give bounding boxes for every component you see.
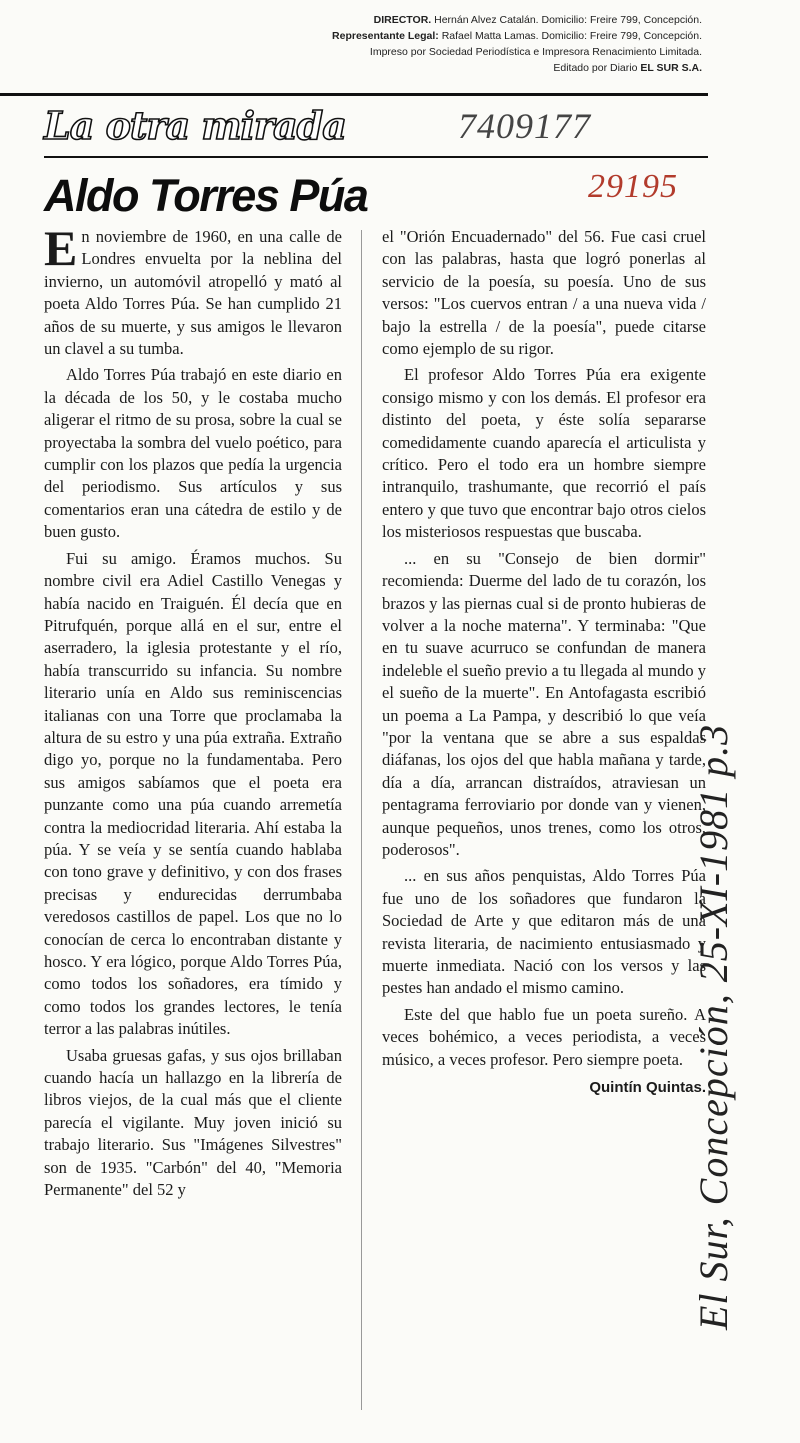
handwritten-source-note: El Sur, Concepción, 25-XI-1981 p.3 [691,723,736,1330]
article-paragraph: Este del que hablo fue un poeta sureño. A veces bohémico, a veces periodista, a veces músico, a veces profesor. Pero siempre poeta. [382,1004,706,1069]
article-paragraph: Fui su amigo. Éramos muchos. Su nombre civil era Adiel Castillo Venegas y había nacido en Traiguén. Él decía que en Pitrufquén, porque allá en el sur, entre el aserradero, la iglesia protestante y el río, había transcurrido su infancia. Su nombre literario unía en Aldo sus reminiscencias italianas con una Torre que proclamaba la altura de su estro y una púa extraña. Extraño digo yo, porque no la fundamentaba. Pero sus amigos sabíamos que el poeta era punzante como una púa cuando arremetía contra la mediocridad literaria. Ahí estaba la púa. Y se veía y se sentía cuando hablaba con tono grave y definitivo, y con dos frases precisas y endurecidas derrumbaba veredosos castillos de papel. Los que no lo conocían de cerca lo encontraban distante y hosco. Y era lógico, porque Aldo Torres Púa, como todos los soñadores, era tímido y como todos los grandes lectores, le tenía terror a las palabras inútiles. [44,548,342,1039]
article-paragraph: En noviembre de 1960, en una calle de Londres envuelta por la neblina del invierno, un automóvil atropelló y mató al poeta Aldo Torres Púa. Se han cumplido 21 años de su muerte, y sus amigos le llevaron un clavel a su tumba. [44,220,342,359]
handwritten-number: 7409177 [458,106,591,146]
article-paragraph: El profesor Aldo Torres Púa era exigente consigo mismo y con los demás. El profesor era distinto del poeta, y éste solía separarse comedidamente cuando aparecía el articulista y crítico. Pero el todo era un hombre siempre intranquilo, trashumante, que recorrió el país entero y que tuvo que encontrar bajo otros cielos los misteriosos respuestas que buscaba. [382,365,706,542]
section-title: La otra mirada [44,103,346,148]
article-column-left [44,220,342,1205]
top-rule [0,93,708,96]
article-paragraph: Aldo Torres Púa trabajó en este diario en la década de los 50, y le costaba mucho aligerar el ritmo de su prosa, sobre la cual se proyectaba la sombra del vuelo poético, para cumplir con los plazos que pedía la urgencia del periodismo. Sus artículos y sus comentarios eran una cátedra de estilo y de buen gusto. [44,365,342,542]
article-paragraph: ... en sus años penquistas, Aldo Torres Púa fue uno de los soñadores que fundaron la Sociedad de Arte y que editaron más de una revista literaria, de nacimiento entusiasmado y muerte inmediata. Nació con los versos y las pestes han andado el mismo camino. [382,866,706,998]
masthead-editor: Editado por Diario EL SUR S.A. [553,62,702,74]
article-column-right [382,226,706,1103]
masthead-director: DIRECTOR. Hernán Alvez Catalán. Domicilio: Freire 799, Concepción. [373,14,702,26]
masthead-printer: Impreso por Sociedad Periodística e Impresora Renacimiento Limitada. [369,46,702,58]
masthead-representative: Representante Legal: Rafael Matta Lamas. Domicilio: Freire 799, Concepción. [332,30,702,42]
handwritten-red-number: 29195 [588,168,678,205]
author-signature: Quintín Quintas. [589,1079,706,1097]
article-headline: Aldo Torres Púa [44,170,368,221]
column-divider [361,230,362,1410]
article-paragraph: ... en su "Consejo de bien dormir" recomienda: Duerme del lado de tu corazón, los brazos y las piernas cual si de pronto hubieras de volver a la noche materna". Y terminaba: "Que en tu suave acurruco se confundan de manera indeleble el sueño previo a tu llegada al mundo y el sueño de la muerte". En Antofagasta escribió un poema a La Pampa, y describió lo que veía "por la ventana que se abre a sus espaldas diáfanas, los ojos del que habla mañana y tarde, día a día, arrancan distraídos, atraviesan un pentagrama ferroviario por donde van y vienen, aunque pequeños, unos trenes, como los otros, poderosos". [382,548,706,859]
article-paragraph: Usaba gruesas gafas, y sus ojos brillaban cuando hacía un hallazgo en la librería de libros viejos, de la cual más que el cliente parecía el vigilante. Muy joven inició su trabajo literario. Sus "Imágenes Silvestres" son de 1935. "Carbón" del 40, "Memoria Permanente" del 52 y [44,1045,342,1200]
drop-cap: E [44,220,78,276]
article-paragraph: el "Orión Encuadernado" del 56. Fue casi cruel con las palabras, hasta que logró ponerlas al servicio de la poesía, su poesía. Uno de sus versos: "Los cuervos entran / a una nueva vida / bajo la estrella / de la poesía", puede citarse como ejemplo de su rigor. [382,227,706,359]
section-rule [44,156,708,158]
masthead-credits [250,12,702,76]
